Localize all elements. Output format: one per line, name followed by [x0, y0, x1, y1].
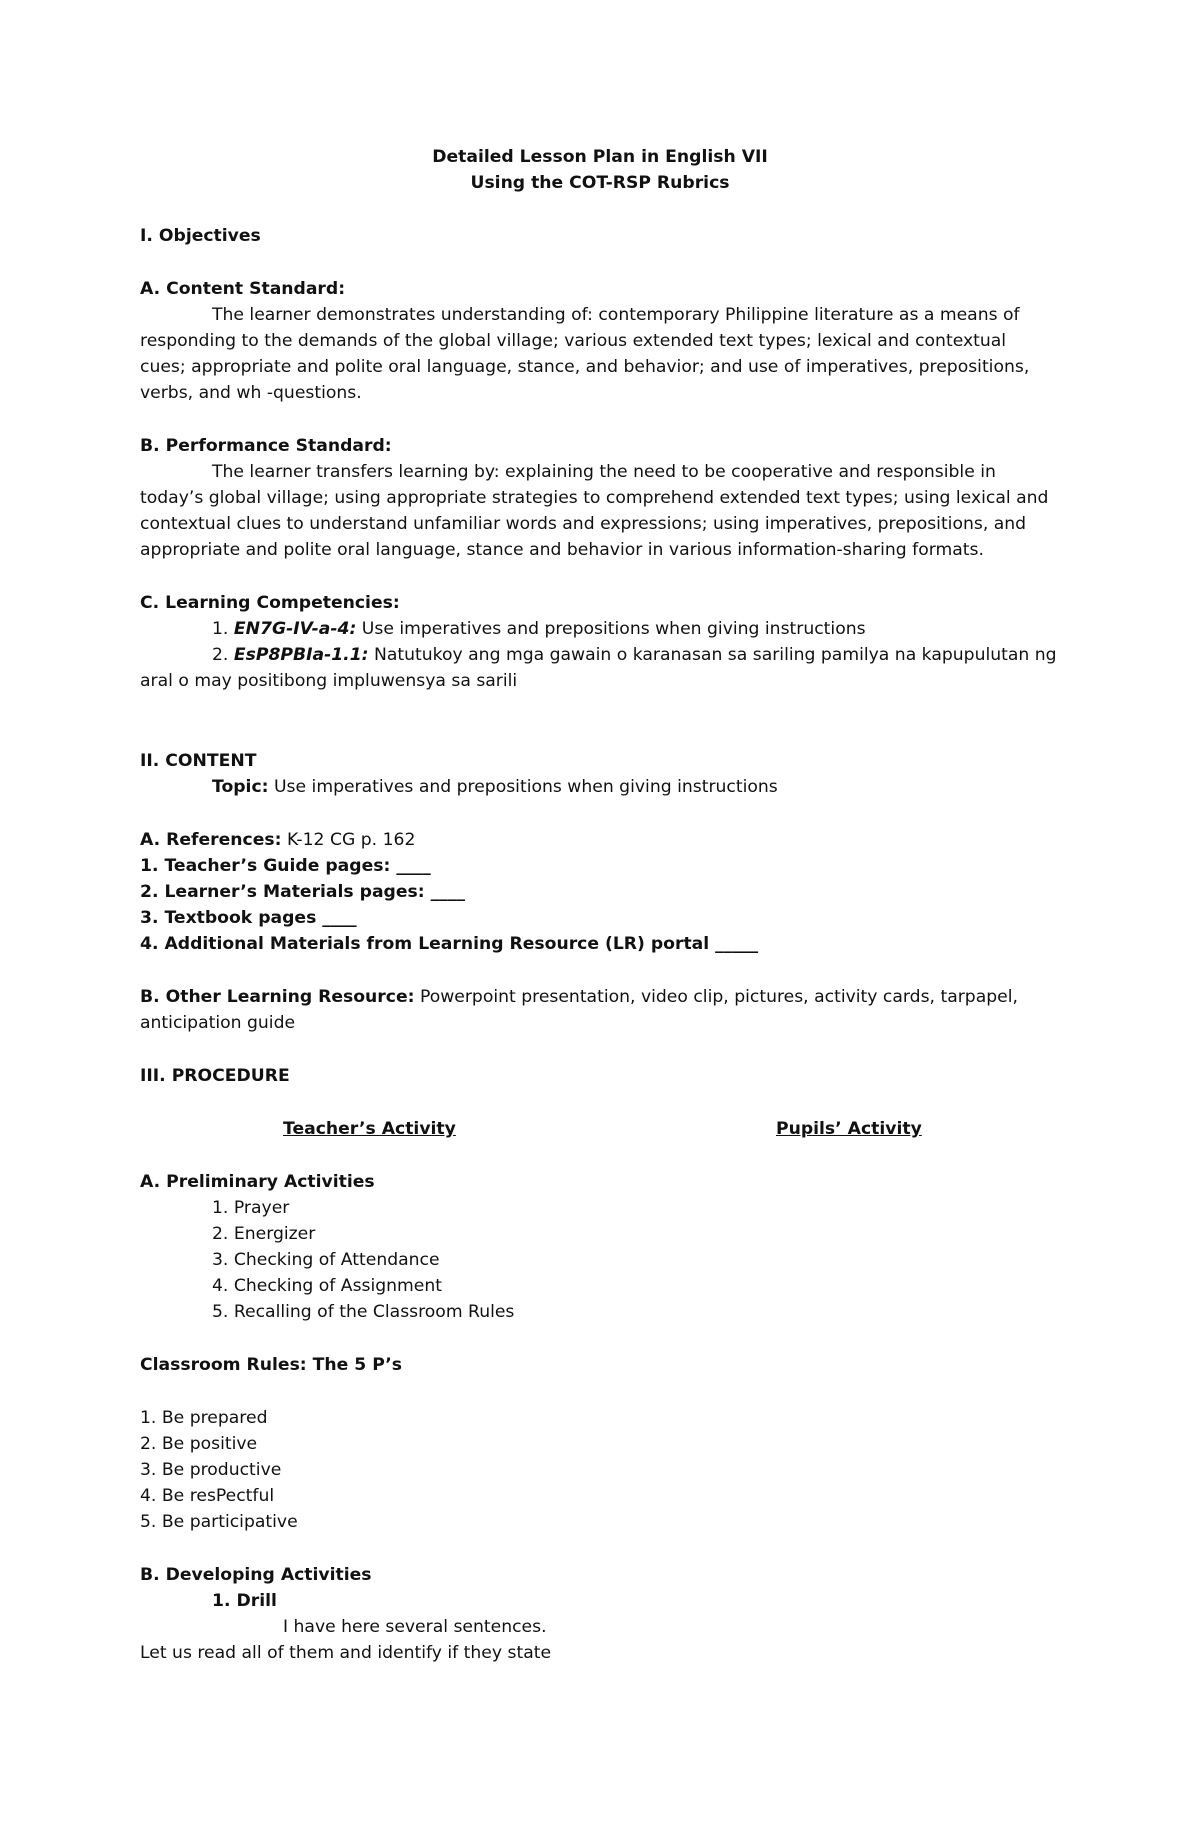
- performance-standard-line: appropriate and polite oral language, stance and behavior in various information-sharing formats.: [140, 540, 984, 560]
- topic-label: Topic:: [212, 777, 269, 797]
- classroom-rule-item: 2. Be positive: [140, 1434, 258, 1454]
- topic-line: [212, 775, 778, 799]
- developing-activities-label: B. Developing Activities: [140, 1565, 372, 1585]
- reference-item: 4. Additional Materials from Learning Resource (LR) portal _____: [140, 934, 759, 954]
- learning-competencies-label: C. Learning Competencies:: [140, 593, 400, 613]
- content-heading: II. CONTENT: [140, 751, 257, 771]
- preliminary-item: 4. Checking of Assignment: [212, 1276, 443, 1296]
- content-standard-label: A. Content Standard:: [140, 279, 346, 299]
- performance-standard-line: today’s global village; using appropriate strategies to comprehend extended text types; using lexical and: [140, 488, 1049, 508]
- content-standard-line: The learner demonstrates understanding of: contemporary Philippine literature as a means of: [212, 305, 1020, 325]
- competency-item: [212, 617, 866, 641]
- teacher-activity-header: Teacher’s Activity: [283, 1119, 456, 1139]
- references-line: [140, 828, 415, 852]
- competency-item: [212, 643, 1057, 667]
- classroom-rule-item: 1. Be prepared: [140, 1408, 268, 1428]
- performance-standard-label: B. Performance Standard:: [140, 436, 392, 456]
- performance-standard-line: The learner transfers learning by: explaining the need to be cooperative and responsible in: [212, 462, 996, 482]
- preliminary-item: 2. Energizer: [212, 1224, 316, 1244]
- drill-instruction-line: I have here several sentences.: [283, 1617, 547, 1637]
- competency-code: EsP8PBIa-1.1:: [233, 645, 369, 665]
- other-resources-line: [140, 985, 1018, 1009]
- preliminary-item: 5. Recalling of the Classroom Rules: [212, 1302, 515, 1322]
- content-standard-line: cues; appropriate and polite oral language, stance, and behavior; and use of imperatives, prepositions,: [140, 357, 1030, 377]
- references-label: A. References:: [140, 830, 282, 850]
- classroom-rule-item: 5. Be participative: [140, 1512, 298, 1532]
- other-resources-continued: anticipation guide: [140, 1013, 296, 1033]
- document-subtitle: Using the COT-RSP Rubrics: [470, 173, 730, 193]
- document-title: Detailed Lesson Plan in English VII: [432, 147, 768, 167]
- drill-instruction-line: Let us read all of them and identify if they state: [140, 1643, 552, 1663]
- other-resources-text: Powerpoint presentation, video clip, pictures, activity cards, tarpapel,: [414, 987, 1018, 1007]
- classroom-rule-item: 4. Be resPectful: [140, 1486, 275, 1506]
- content-standard-line: responding to the demands of the global village; various extended text types; lexical and contextual: [140, 331, 1007, 351]
- preliminary-item: 1. Prayer: [212, 1198, 290, 1218]
- objectives-heading: I. Objectives: [140, 226, 261, 246]
- content-standard-line: verbs, and wh -questions.: [140, 383, 362, 403]
- competency-number: 1.: [212, 619, 234, 639]
- pupils-activity-header: Pupils’ Activity: [776, 1119, 922, 1139]
- competency-text: Natutukoy ang mga gawain o karanasan sa sariling pamilya na kapupulutan ng: [368, 645, 1057, 665]
- preliminary-item: 3. Checking of Attendance: [212, 1250, 440, 1270]
- competency-text-continued: aral o may positibong impluwensya sa sarili: [140, 671, 518, 691]
- drill-label: 1. Drill: [212, 1591, 277, 1611]
- competency-text: Use imperatives and prepositions when giving instructions: [356, 619, 866, 639]
- references-text: K-12 CG p. 162: [281, 830, 416, 850]
- reference-item: 2. Learner’s Materials pages: ____: [140, 882, 465, 902]
- reference-item: 3. Textbook pages ____: [140, 908, 357, 928]
- classroom-rules-label: Classroom Rules: The 5 P’s: [140, 1355, 403, 1375]
- competency-code: EN7G-IV-a-4:: [233, 619, 357, 639]
- preliminary-activities-label: A. Preliminary Activities: [140, 1172, 375, 1192]
- topic-text: Use imperatives and prepositions when giving instructions: [268, 777, 778, 797]
- competency-number: 2.: [212, 645, 234, 665]
- performance-standard-line: contextual clues to understand unfamiliar words and expressions; using imperatives, prepositions, and: [140, 514, 1027, 534]
- classroom-rule-item: 3. Be productive: [140, 1460, 282, 1480]
- reference-item: 1. Teacher’s Guide pages: ____: [140, 856, 431, 876]
- other-resources-label: B. Other Learning Resource:: [140, 987, 415, 1007]
- procedure-heading: III. PROCEDURE: [140, 1066, 290, 1086]
